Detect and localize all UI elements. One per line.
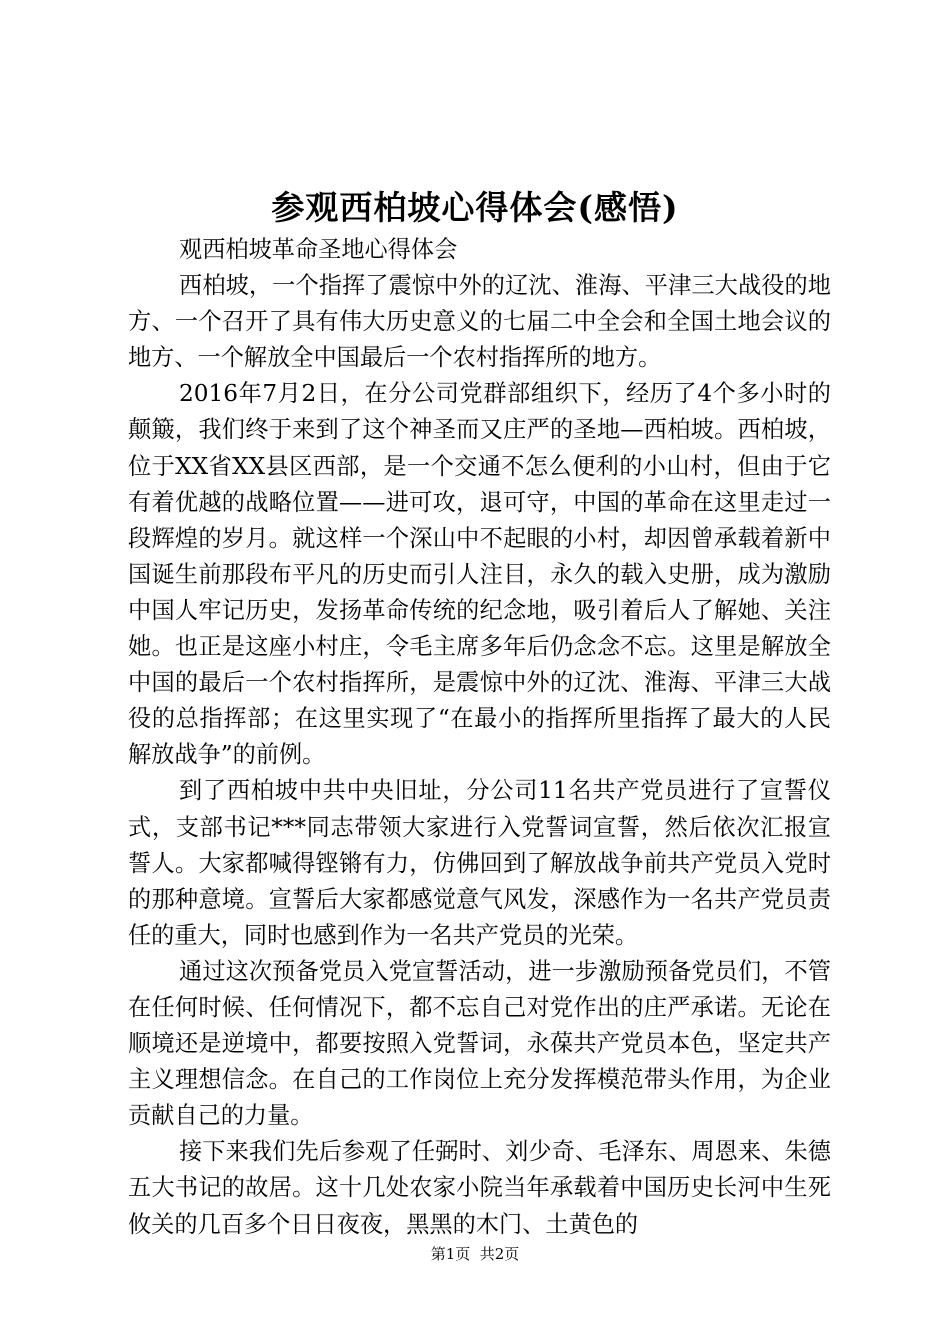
document-title: 参观西柏坡心得体会(感悟) [271,188,679,227]
paragraph: 到了西柏坡中共中央旧址，分公司11名共产党员进行了宣誓仪式，支部书记***同志带领大家进行入党誓词宣誓，然后依次汇报宣誓人。大家都喊得铿锵有力，仿佛回到了解放战争前共产党员入党时的那种意境。宣誓后大家都感觉意气风发，深感作为一名共产党员责任的重大，同时也感到作为一名共产党员的光荣。 [128,777,831,949]
paragraph: 接下来我们先后参观了任弼时、刘少奇、毛泽东、周恩来、朱德五大书记的故居。这十几处农家小院当年承载着中国历史长河中生死攸关的几百多个日日夜夜，黑黑的木门、土黄色的 [128,1138,831,1238]
document-body [128,232,831,1243]
document-subtitle: 观西柏坡革命圣地心得体会 [179,236,458,263]
paragraph: 通过这次预备党员入党宣誓活动，进一步激励预备党员们，不管在任何时候、任何情况下，都不忘自己对党作出的庄严承诺。无论在顺境还是逆境中，都要按照入党誓词，永葆共产党员本色，坚定共产主义理想信念。在自己的工作岗位上充分发挥模范带头作用，为企业贡献自己的力量。 [128,957,831,1130]
page-footer [0,1244,950,1264]
page-number-label: 第1页 共2页 [430,1245,520,1263]
paragraph: 西柏坡，一个指挥了震惊中外的辽沈、淮海、平津三大战役的地方、一个召开了具有伟大历史意义的七届二中全会和全国土地会议的地方、一个解放全中国最后一个农村指挥所的地方。 [128,272,831,372]
paragraph: 2016年7月2日，在分公司党群部组织下，经历了4个多小时的颠簸，我们终于来到了这个神圣而又庄严的圣地—西柏坡。西柏坡，位于XX省XX县区西部，是一个交通不怎么便利的小山村，但由于它有着优越的战略位置——进可攻，退可守，中国的革命在这里走过一段辉煌的岁月。就这样一个深山中不起眼的小村，却因曾承载着新中国诞生前那段布平凡的历史而引人注目，永久的载入史册，成为激励中国人牢记历史，发扬革命传统的纪念地，吸引着后人了解她、关注她。也正是这座小村庄，令毛主席多年后仍念念不忘。这里是解放全中国的最后一个农村指挥所，是震惊中外的辽沈、淮海、平津三大战役的总指挥部；在这里实现了“在最小的指挥所里指挥了最大的人民解放战争”的前例。 [128,380,831,769]
